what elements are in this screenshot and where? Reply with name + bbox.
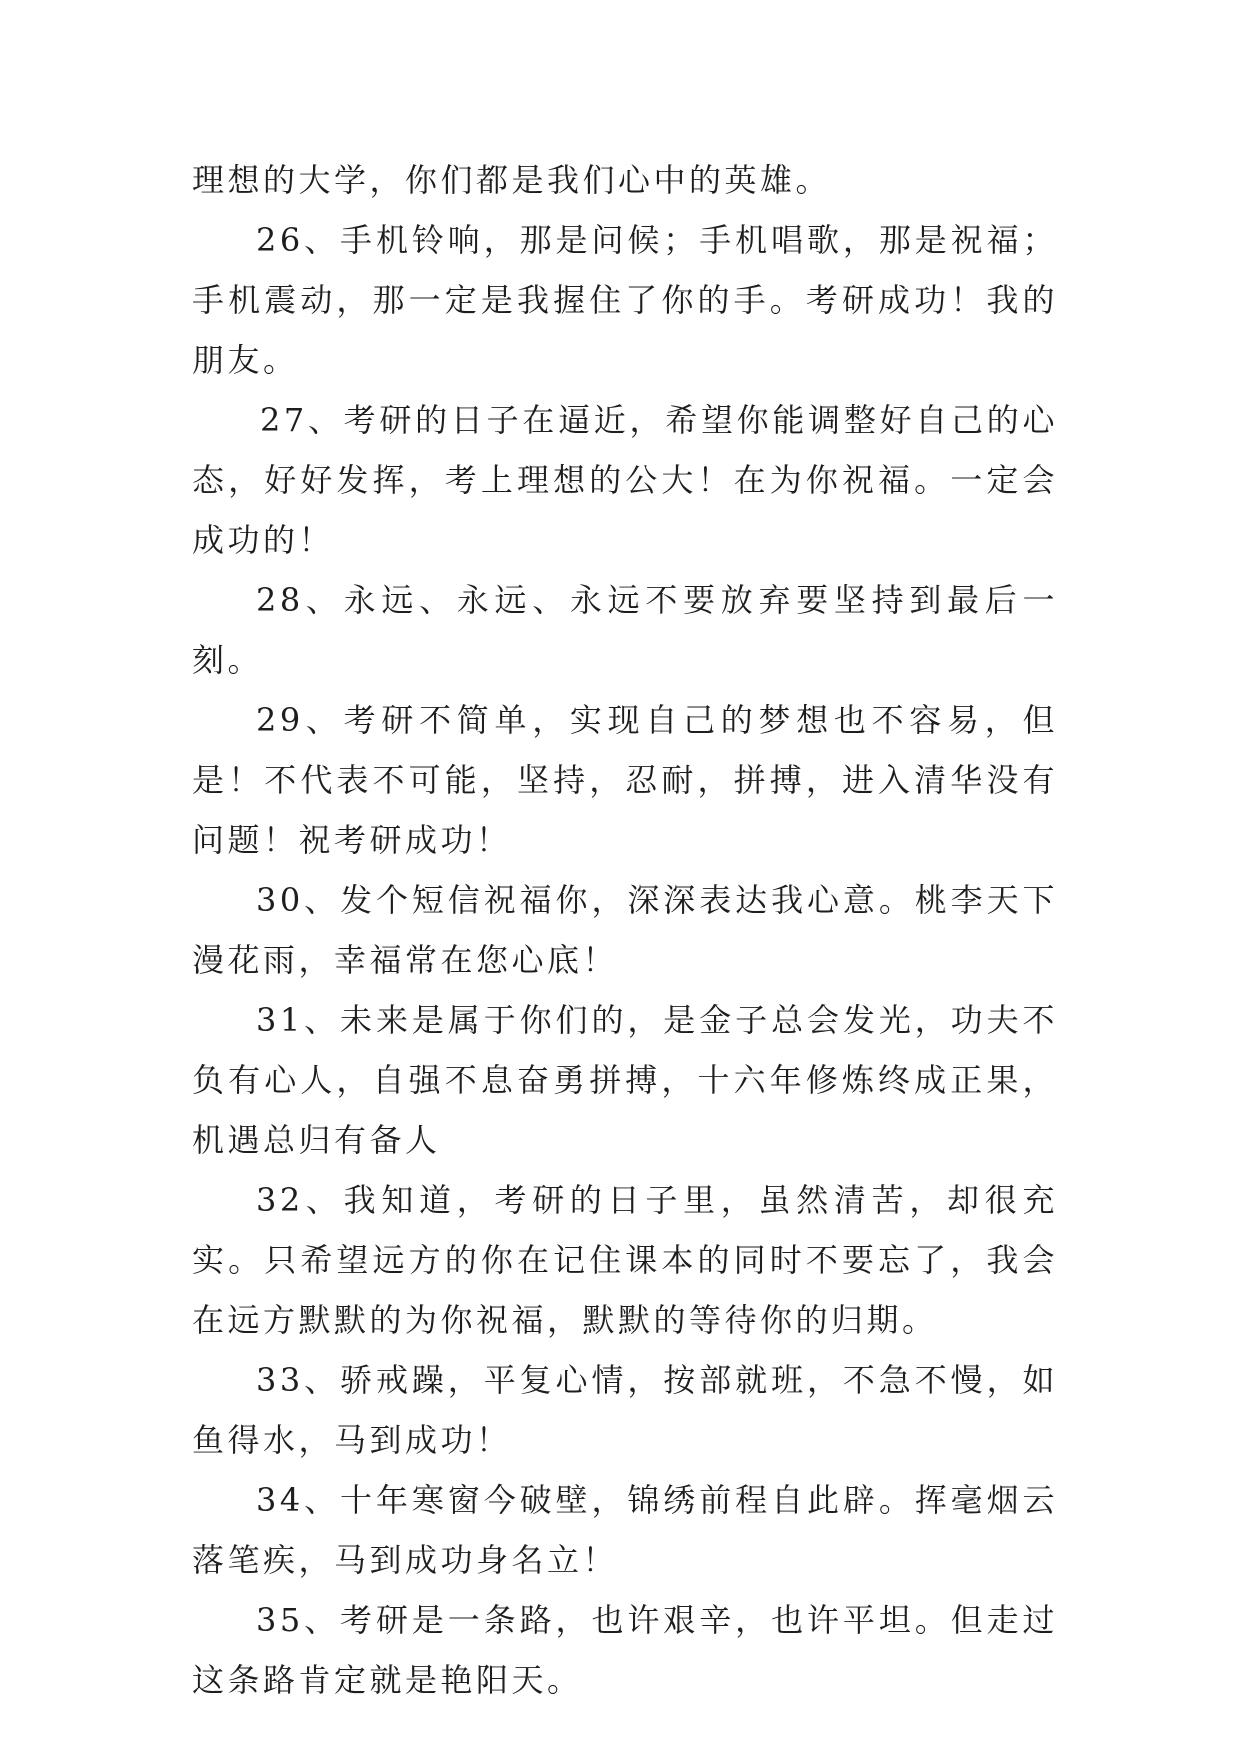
paragraph-34: 34、十年寒窗今破壁，锦绣前程自此辟。挥毫烟云落笔疾，马到成功身名立！	[192, 1481, 1058, 1579]
paragraph-35: 35、考研是一条路，也许艰辛，也许平坦。但走过这条路肯定就是艳阳天。	[192, 1601, 1058, 1699]
paragraph-continuation: 理想的大学，你们都是我们心中的英雄。	[192, 161, 832, 199]
document-body	[192, 150, 1058, 1710]
paragraph-31: 31、未来是属于你们的，是金子总会发光，功夫不负有心人，自强不息奋勇拼搏，十六年修炼终成正果，机遇总归有备人	[192, 1001, 1058, 1159]
paragraph-26: 26、手机铃响，那是问候；手机唱歌，那是祝福；手机震动，那一定是我握住了你的手。考研成功！我的朋友。	[192, 221, 1058, 379]
paragraph-28: 28、永远、永远、永远不要放弃要坚持到最后一刻。	[192, 581, 1058, 679]
paragraph-29: 29、考研不简单，实现自己的梦想也不容易，但是！不代表不可能，坚持，忍耐，拼搏，进入清华没有问题！祝考研成功！	[192, 701, 1058, 859]
paragraph-33: 33、骄戒躁，平复心情，按部就班，不急不慢，如鱼得水，马到成功！	[192, 1361, 1058, 1459]
paragraph-32: 32、我知道，考研的日子里，虽然清苦，却很充实。只希望远方的你在记住课本的同时不要忘了，我会在远方默默的为你祝福，默默的等待你的归期。	[192, 1181, 1058, 1339]
paragraph-27: 27、考研的日子在逼近，希望你能调整好自己的心态，好好发挥，考上理想的公大！在为你祝福。一定会成功的！	[192, 401, 1058, 559]
paragraph-30: 30、发个短信祝福你，深深表达我心意。桃李天下漫花雨，幸福常在您心底！	[192, 881, 1058, 979]
